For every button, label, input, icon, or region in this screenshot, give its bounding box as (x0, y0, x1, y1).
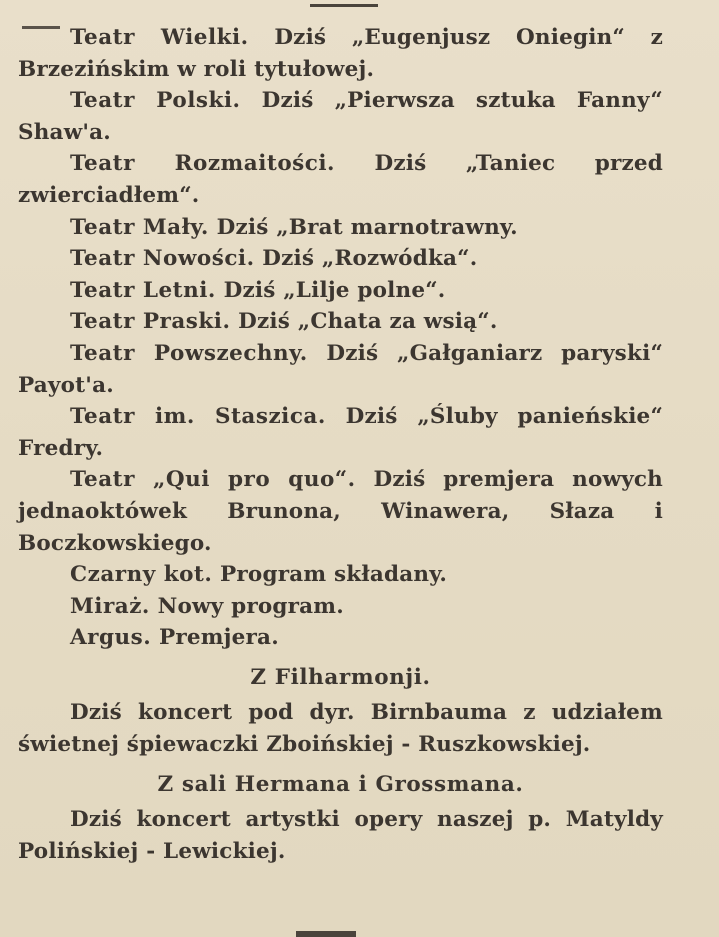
listing-teatr-maly (18, 212, 663, 244)
listing-text: Dziś „Brat marnotrawny. (216, 214, 518, 240)
listing-text: Dziś premjera nowych jednaoktówek Brunona, Winawera, Słaza i Boczkowskiego. (18, 467, 664, 556)
listing-teatr-wielki (18, 22, 663, 85)
listing-text: Dziś „Rozwódka“. (262, 246, 478, 272)
venue-name: Teatr Letni. (70, 277, 216, 303)
venue-name: Teatr Wielki. (70, 25, 249, 50)
listing-teatr-polski (18, 85, 663, 148)
listing-teatr-praski (18, 306, 663, 338)
section-body-filharmonja: Dziś koncert pod dyr. Birnbauma z udziałem świetnej śpiewaczki Zboińskiej - Ruszkowskiej. (18, 700, 663, 758)
listing-text: Program składany. (220, 562, 448, 588)
section-heading-sala-hermana: Z sali Hermana i Grossmana. (157, 771, 524, 797)
listing-text: Dziś „Chata za wsią“. (238, 309, 498, 335)
listing-text: Dziś „Śluby panieńskie“ Fredry. (18, 404, 664, 461)
venue-name: Teatr Nowości. (70, 246, 255, 272)
listing-teatr-nowosci (18, 243, 663, 275)
venue-name: Argus. (70, 625, 152, 651)
listing-argus (18, 622, 663, 654)
venue-name: Teatr „Qui pro quo“. (70, 467, 356, 493)
listing-teatr-rozmaitosci (18, 148, 663, 211)
section-body-sala-hermana: Dziś koncert artystki opery naszej p. Matyldy Polińskiej - Lewickiej. (18, 807, 663, 864)
listing-teatr-qui-pro-quo (18, 464, 663, 559)
listing-text: Nowy program. (157, 593, 344, 619)
venue-name: Miraż. (70, 593, 150, 619)
listing-text: Dziś „Eugenjusz Oniegin“ z Brzezińskim w roli tytułowej. (18, 25, 664, 82)
listing-teatr-letni (18, 275, 663, 307)
venue-name: Teatr Rozmaitości. (70, 151, 336, 177)
listing-text: Dziś „Taniec przed zwierciadłem“. (18, 151, 664, 208)
venue-name: Teatr im. Staszica. (70, 404, 326, 430)
venue-name: Teatr Mały. (70, 214, 209, 240)
listing-text: Dziś „Pierwsza sztuka Fanny“ Shaw'a. (18, 88, 664, 145)
listing-miraz (18, 591, 663, 623)
bottom-divider-rule (296, 931, 356, 937)
listing-text: Dziś „Lilje polne“. (223, 277, 446, 303)
venue-name: Teatr Praski. (70, 309, 231, 335)
top-divider-rule (310, 4, 378, 7)
listing-text: Dziś „Gałganiarz paryski“ Payot'a. (18, 340, 664, 398)
listing-czarny-kot (18, 559, 663, 591)
listing-teatr-staszica (18, 401, 663, 464)
venue-name: Teatr Polski. (70, 88, 241, 114)
listing-text: Premjera. (158, 625, 279, 651)
venue-name: Teatr Powszechny. (70, 340, 308, 366)
theatre-listings-column (18, 22, 663, 867)
section-heading-filharmonja: Z Filharmonji. (250, 664, 431, 690)
listing-teatr-powszechny (18, 338, 663, 401)
venue-name: Czarny kot. (70, 562, 213, 588)
